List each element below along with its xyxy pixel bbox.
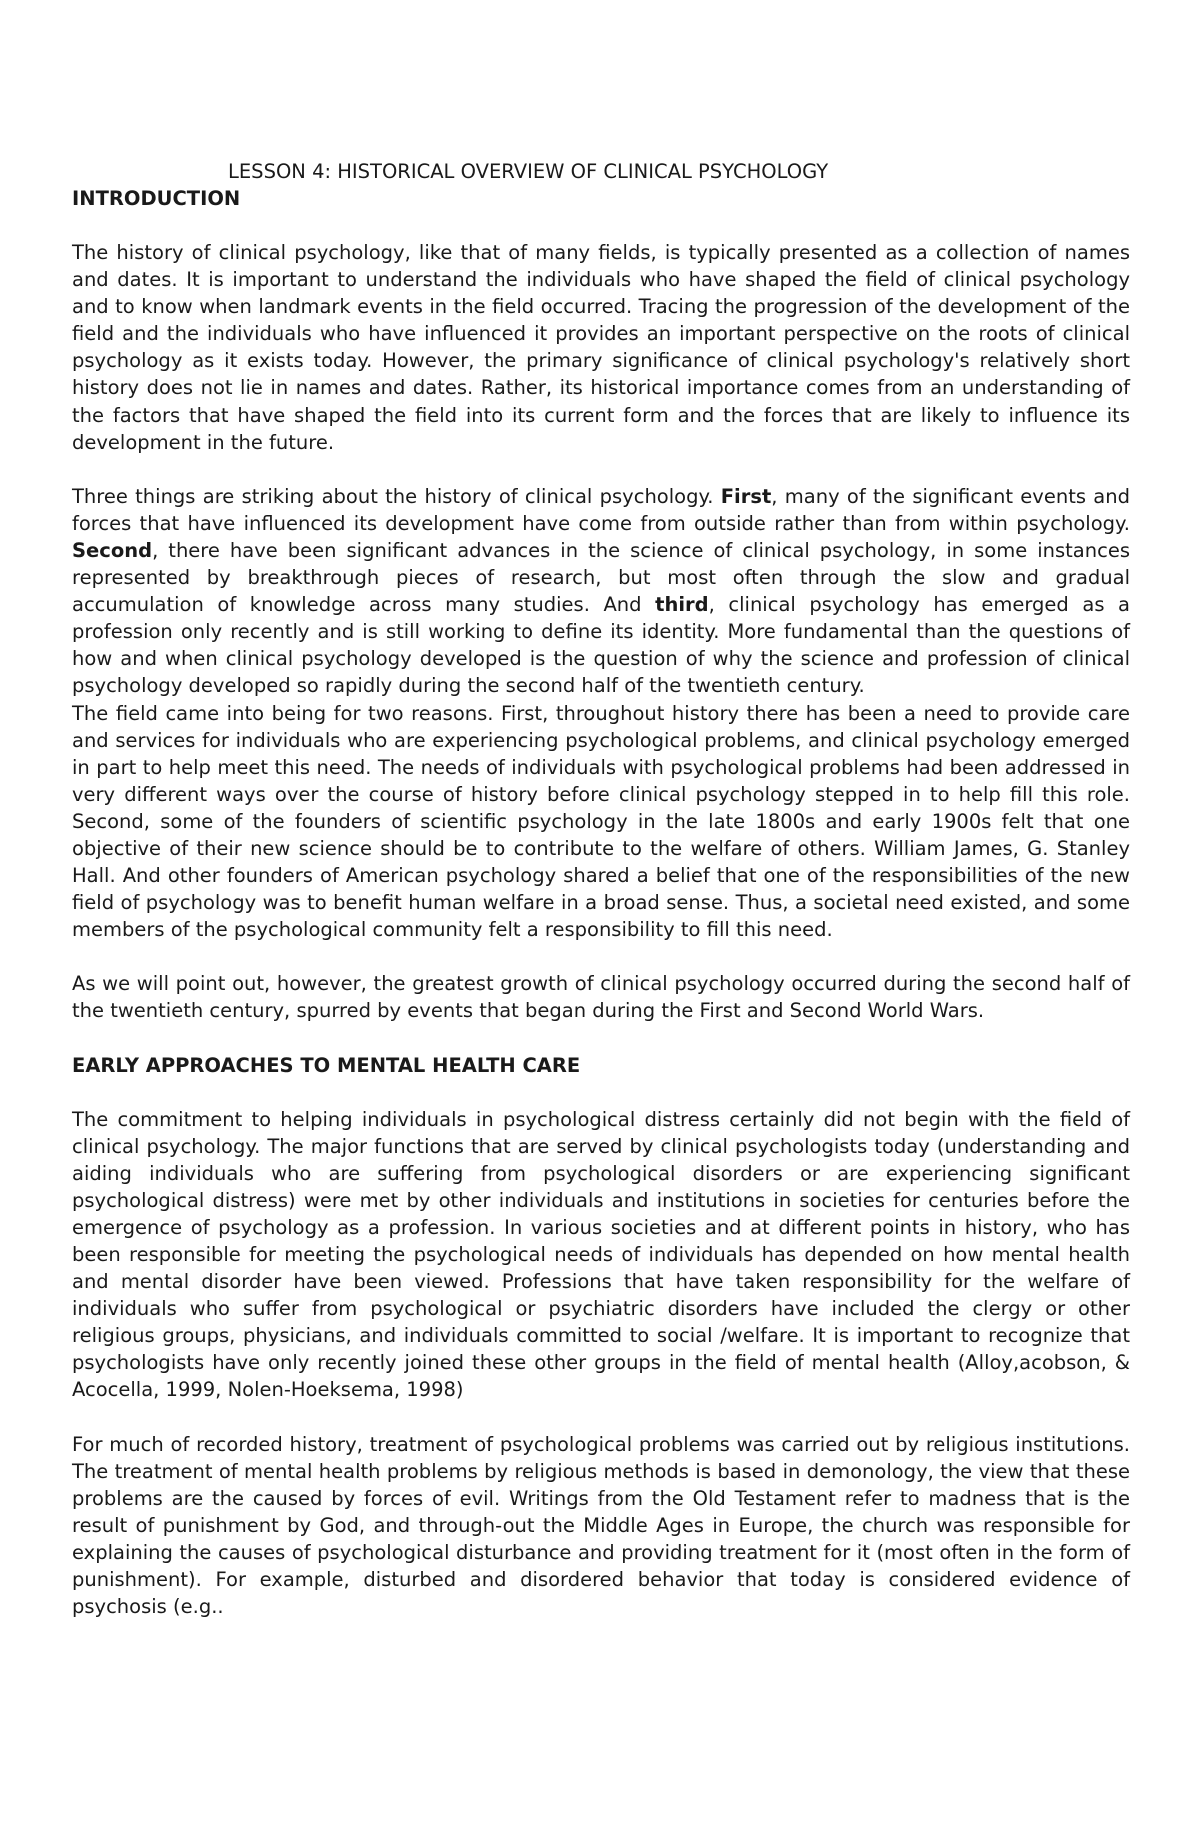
document-page (72, 158, 1130, 1620)
paragraph-history-overview: The history of clinical psychology, like that of many fields, is typically presented as a collection of names and dates. It is important to understand the individuals who have shaped the field of clinical psychology and to know when landmark events in the field occurred. Tracing the progression of the development of the field and the individuals who have influenced it provides an important perspective on the roots of clinical psychology as it exists today. However, the primary significance of clinical psychology's relatively short history does not lie in names and dates. Rather, its historical importance comes from an understanding of the factors that have shaped the field into its current form and the forces that are likely to influence its development in the future. (72, 241, 1130, 454)
paragraph-gap (72, 1404, 1130, 1431)
early-approaches-heading: EARLY APPROACHES TO MENTAL HEALTH CARE (72, 1053, 581, 1077)
paragraph-two-reasons: The field came into being for two reasons. First, throughout history there has been a need to provide care and services for individuals who are experiencing psychological problems, and clinical psychology emerged in part to help meet this need. The needs of individuals with psychological problems had been addressed in very different ways over the course of history before clinical psychology stepped in to help fill this role. Second, some of the founders of scientific psychology in the late 1800s and early 1900s felt that one objective of their new science should be to contribute to the welfare of others. William James, G. Stanley Hall. And other founders of American psychology shared a belief that one of the responsibilities of the new field of psychology was to benefit human welfare in a broad sense. Thus, a societal need existed, and some members of the psychological community felt a responsibility to fill this need. (72, 701, 1130, 942)
text-segment: , there have been significant advances in the science of clinical psychology, in some instances represented by breakthrough pieces of research, but most often through the slow and gradual accumulation of knowledge across many studies. And (72, 538, 1130, 617)
paragraph-commitment: The commitment to helping individuals in psychological distress certainly did not begin with the field of clinical psychology. The major functions that are served by clinical psychologists today (understanding and aiding individuals who are suffering from psychological disorders or are experiencing significant psychological distress) were met by other individuals and institutions in societies for centuries before the emergence of psychology as a profession. In various societies and at different points in history, who has been responsible for meeting the psychological needs of individuals has depended on how mental health and mental disorder have been viewed. Professions that have taken responsibility for the welfare of individuals who suffer from psychological or psychiatric disorders have included the clergy or other religious groups, physicians, and individuals committed to social /welfare. It is important to recognize that psychologists have only recently joined these other groups in the field of mental health (Alloy,acobson, & Acocella, 1999, Nolen-Hoeksema, 1998) (72, 1107, 1130, 1402)
paragraph-gap (72, 943, 1130, 970)
paragraph-gap (72, 456, 1130, 483)
lesson-title: LESSON 4: HISTORICAL OVERVIEW OF CLINICAL PSYCHOLOGY (228, 160, 829, 183)
emphasis-second: Second (72, 538, 153, 562)
text-segment: Three things are striking about the history of clinical psychology. (72, 484, 721, 508)
emphasis-first: First (720, 484, 772, 508)
emphasis-third: third (655, 593, 709, 617)
text-segment: , clinical psychology has emerged as a profession only recently and is still working to define its identity. More fundamental than the questions of how and when clinical psychology developed is the question of why the science and profession of clinical psychology developed so rapidly during the second half of the twentieth century. (72, 593, 1131, 698)
introduction-heading: INTRODUCTION (72, 187, 241, 210)
paragraph-religious-institutions: For much of recorded history, treatment of psychological problems was carried out by religious institutions. The treatment of mental health problems by religious methods is based in demonology, the view that these problems are the caused by forces of evil. Writings from the Old Testament refer to madness that is the result of punishment by God, and through-out the Middle Ages in Europe, the church was responsible for explaining the causes of psychological disturbance and providing treatment for it (most often in the form of punishment). For example, disturbed and disordered behavior that today is considered evidence of psychosis (e.g.. (72, 1432, 1130, 1619)
paragraph-gap (72, 1025, 1130, 1052)
paragraph-three-things (72, 483, 1130, 700)
text-segment: , many of the significant events and forces that have influenced its development have come from outside rather than from within psychology. (72, 484, 1130, 535)
paragraph-greatest-growth: As we will point out, however, the greatest growth of clinical psychology occurred during the second half of the twentieth century, spurred by events that began during the First and Second World Wars. (72, 972, 1130, 1023)
